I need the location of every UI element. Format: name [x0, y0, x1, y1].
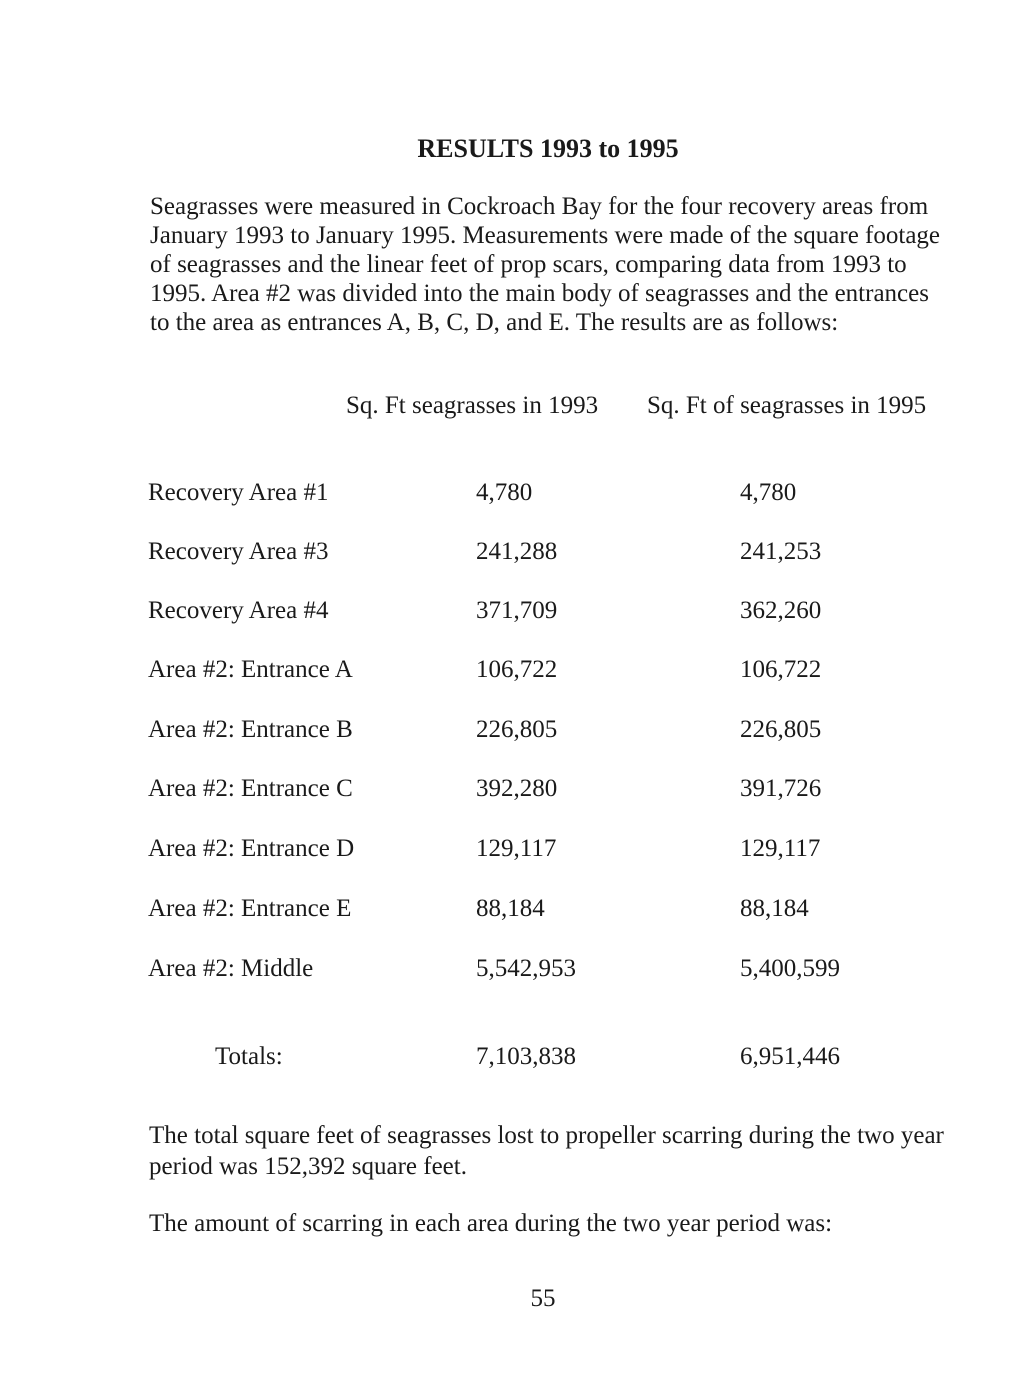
intro-line: of seagrasses and the linear feet of prop scars, comparing data from 1993 to	[150, 251, 907, 278]
table-row	[0, 538, 1017, 568]
value-1995: 88,184	[740, 895, 809, 922]
row-label: Area #2: Entrance D	[148, 835, 355, 862]
value-1993: 392,280	[476, 775, 558, 802]
value-1995: 226,805	[740, 716, 822, 743]
value-1995: 5,400,599	[740, 955, 840, 982]
value-1993: 88,184	[476, 895, 545, 922]
row-label: Recovery Area #4	[148, 597, 329, 624]
row-label: Recovery Area #3	[148, 538, 329, 565]
row-label: Area #2: Entrance E	[148, 895, 352, 922]
loss-line: period was 152,392 square feet.	[149, 1153, 467, 1180]
value-1993: 129,117	[476, 835, 557, 862]
table-row	[0, 835, 1017, 865]
value-1995: 106,722	[740, 656, 822, 683]
table-row	[0, 656, 1017, 686]
scarring-paragraph	[149, 1208, 969, 1239]
total-1993: 7,103,838	[476, 1043, 576, 1070]
value-1993: 5,542,953	[476, 955, 576, 982]
scarring-line: The amount of scarring in each area during the two year period was:	[149, 1210, 833, 1237]
column-header-1993: Sq. Ft seagrasses in 1993	[346, 392, 599, 419]
intro-line: Seagrasses were measured in Cockroach Bay for the four recovery areas from	[150, 193, 929, 220]
row-label: Area #2: Entrance A	[148, 656, 353, 683]
loss-line: The total square feet of seagrasses lost to propeller scarring during the two year	[149, 1122, 944, 1149]
intro-line: January 1993 to January 1995. Measurements were made of the square footage	[150, 222, 941, 249]
loss-paragraph	[149, 1120, 969, 1182]
row-label: Area #2: Entrance C	[148, 775, 353, 802]
value-1995: 241,253	[740, 538, 822, 565]
table-row	[0, 895, 1017, 925]
value-1995: 391,726	[740, 775, 822, 802]
value-1993: 106,722	[476, 656, 558, 683]
value-1995: 129,117	[740, 835, 821, 862]
row-label: Area #2: Entrance B	[148, 716, 353, 743]
total-1995: 6,951,446	[740, 1043, 840, 1070]
intro-line: to the area as entrances A, B, C, D, and E. The results are as follows:	[150, 309, 839, 336]
value-1995: 362,260	[740, 597, 822, 624]
row-label: Recovery Area #1	[148, 479, 329, 506]
page-title: RESULTS 1993 to 1995	[417, 134, 679, 163]
value-1995: 4,780	[740, 479, 797, 506]
totals-label: Totals:	[215, 1043, 283, 1070]
table-row	[0, 775, 1017, 805]
table-row	[0, 716, 1017, 746]
page-number: 55	[530, 1285, 556, 1312]
value-1993: 4,780	[476, 479, 533, 506]
table-row	[0, 597, 1017, 627]
intro-paragraph	[150, 192, 950, 337]
intro-line: 1995. Area #2 was divided into the main body of seagrasses and the entrances	[150, 280, 929, 307]
totals-row	[0, 1043, 1017, 1073]
value-1993: 226,805	[476, 716, 558, 743]
row-label: Area #2: Middle	[148, 955, 314, 982]
table-row	[0, 479, 1017, 509]
table-row	[0, 955, 1017, 985]
value-1993: 371,709	[476, 597, 558, 624]
value-1993: 241,288	[476, 538, 558, 565]
column-header-1995: Sq. Ft of seagrasses in 1995	[647, 392, 927, 419]
